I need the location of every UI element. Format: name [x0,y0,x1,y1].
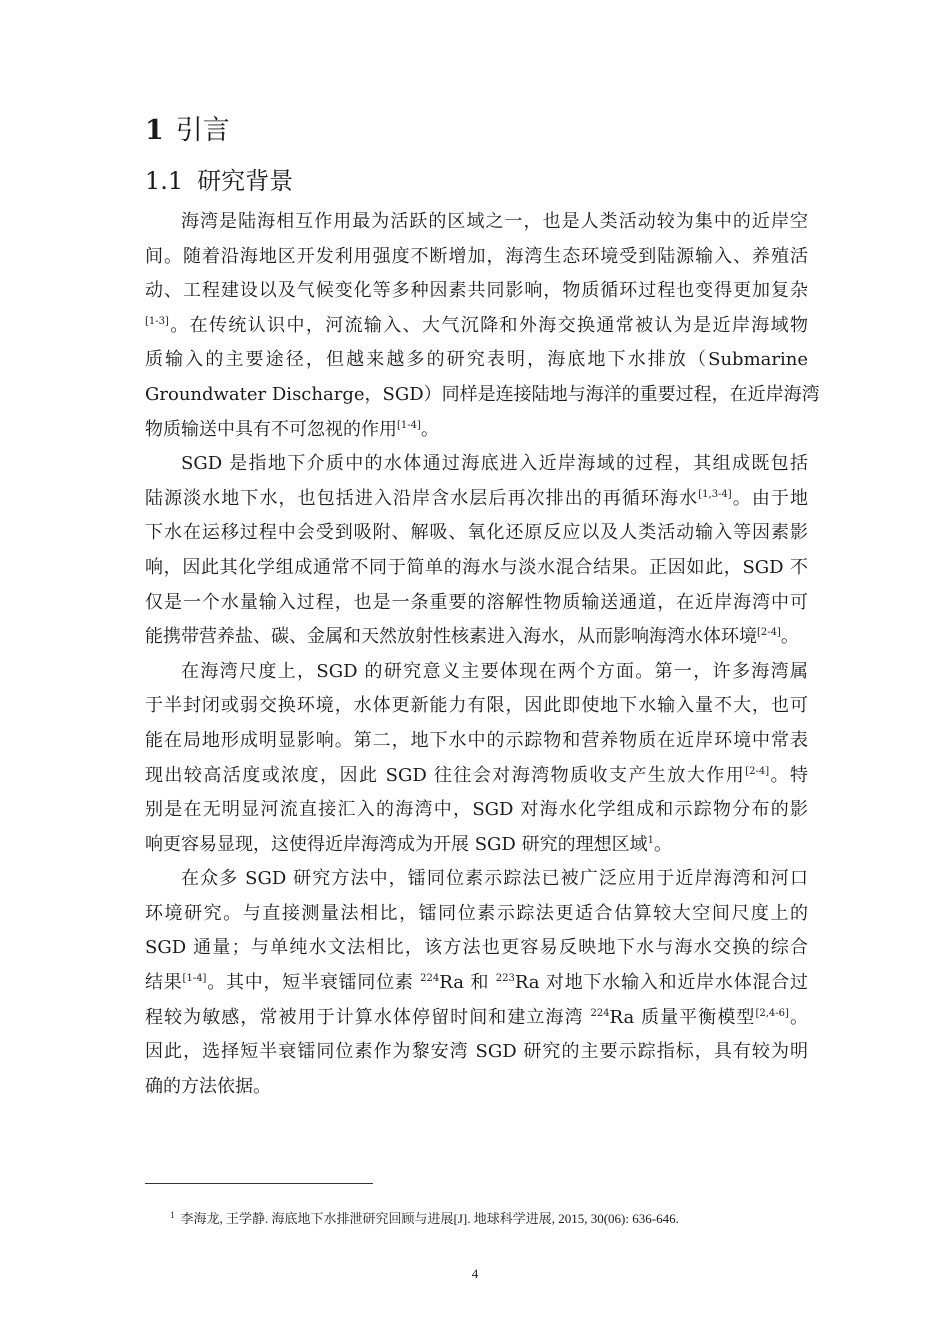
text-line [145,966,808,1001]
text-segment: 动、工程建设以及气候变化等多种因素共同影响，物质循环过程也变得更加复杂 [145,280,808,302]
text-segment: 下水在运移过程中会受到吸附、解吸、氧化还原反应以及人类活动输入等因素影 [145,522,808,544]
text-segment: 。在传统认识中，河流输入、大气沉降和外海交换通常被认为是近岸海域物 [168,314,808,336]
footnote-marker: 1 [170,1210,175,1220]
footnote-divider [145,1183,373,1184]
text-segment: 能携带营养盐、碳、金属和天然放射性核素进入海水，从而影响海湾水体环境 [145,626,757,648]
text-line [145,274,808,309]
citation-superscript: 1 [647,834,654,846]
text-segment: 。 [788,1006,808,1028]
text-segment: 。其中，短半衰镭同位素 [206,972,421,994]
body-text [145,205,820,1104]
text-segment: 于半封闭或弱交换环境，水体更新能力有限，因此即使地下水输入量不大，也可 [145,695,808,717]
text-line [145,689,808,724]
text-segment: 能在局地形成明显影响。第二，地下水中的示踪物和营养物质在近岸环境中常表 [145,729,808,751]
text-line [145,309,808,344]
text-line [145,724,808,759]
text-segment: 。 [780,626,799,648]
text-line [145,862,808,897]
text-line [145,1001,808,1036]
text-line [145,551,808,586]
text-line [145,1070,808,1105]
footnote-text: 李海龙, 王学静. 海底地下水排泄研究回顾与进展[J]. 地球科学进展, 2015, 30(06): 636-646. [180,1211,679,1226]
text-line [145,482,808,517]
text-segment: 确的方法依据。 [145,1075,271,1097]
text-line [145,931,808,966]
text-segment: 响更容易显现，这使得近岸海湾成为开展 SGD 研究的理想区域 [145,833,648,855]
text-line [145,828,808,863]
text-segment: 别是在无明显河流直接汇入的海湾中，SGD 对海水化学组成和示踪物分布的影 [145,799,808,821]
text-line [145,897,808,932]
text-segment: 现出较高活度或浓度，因此 SGD 往往会对海湾物质收支产生放大作用 [145,764,746,786]
text-segment: 。由于地 [731,487,809,509]
chapter-title: 引言 [175,115,230,146]
page-number: 4 [471,1266,479,1281]
citation-superscript: [1-4] [397,419,421,431]
citation-superscript: [1,3-4] [698,488,732,500]
text-line [145,586,808,621]
text-segment: Groundwater Discharge，SGD）同样是连接陆地与海洋的重要过程，在近岸海湾 [145,383,820,405]
citation-superscript: [2-4] [745,765,770,777]
section-heading [145,164,293,198]
text-segment: 间。随着沿海地区开发利用强度不断增加，海湾生态环境受到陆源输入、养殖活 [145,245,808,267]
text-segment: Ra 质量平衡模型 [609,1006,756,1028]
footnote [170,1210,810,1228]
text-line [145,793,808,828]
text-segment: 环境研究。与直接测量法相比，镭同位素示踪法更适合估算较大空间尺度上的 [145,902,808,924]
text-segment: 在海湾尺度上，SGD 的研究意义主要体现在两个方面。第一，许多海湾属 [181,660,808,682]
text-line [145,516,808,551]
text-segment: 仅是一个水量输入过程，也是一条重要的溶解性物质输送通道，在近岸海湾中可 [145,591,808,613]
citation-superscript: 223 [495,973,515,985]
text-line [145,655,808,690]
text-segment: 。 [653,833,672,855]
text-line [145,240,808,275]
chapter-number: 1 [145,115,164,146]
text-segment: 物质输送中具有不可忽视的作用 [145,418,397,440]
text-line [145,378,820,413]
text-segment: 因此，选择短半衰镭同位素作为黎安湾 SGD 研究的主要示踪指标，具有较为明 [145,1041,808,1063]
text-line [145,759,808,794]
text-segment: 在众多 SGD 研究方法中，镭同位素示踪法已被广泛应用于近岸海湾和河口 [181,868,808,890]
text-segment: 质输入的主要途径，但越来越多的研究表明，海底地下水排放（Submarine [145,349,808,371]
citation-superscript: 224 [590,1007,610,1019]
text-segment: 陆源淡水地下水，也包括进入沿岸含水层后再次排出的再循环海水 [145,487,699,509]
citation-superscript: [2-4] [757,627,781,639]
chapter-heading [145,113,230,149]
citation-superscript: [1-3] [145,315,169,327]
text-segment: Ra 对地下水输入和近岸水体混合过 [514,972,808,994]
text-segment: 海湾是陆海相互作用最为活跃的区域之一，也是人类活动较为集中的近岸空 [181,211,808,232]
text-segment: 结果 [145,972,183,994]
section-title: 研究背景 [197,167,294,195]
text-line [145,620,808,655]
section-number: 1.1 [145,167,184,195]
text-segment: 程较为敏感，常被用于计算水体停留时间和建立海湾 [145,1006,591,1028]
text-segment: SGD 通量；与单纯水文法相比，该方法也更容易反映地下水与海水交换的综合 [145,937,808,959]
citation-superscript: [2,4-6] [755,1007,789,1019]
text-line [145,447,808,482]
text-line [145,1035,808,1070]
citation-superscript: [1-4] [182,973,207,985]
text-segment: 。 [420,418,439,440]
citation-superscript: 224 [420,973,440,985]
text-segment: SGD 是指地下介质中的水体通过海底进入近岸海域的过程，其组成既包括 [181,453,808,475]
text-line [145,413,808,448]
text-segment: 。特 [769,764,808,786]
text-line [145,343,808,378]
text-segment: Ra 和 [439,972,496,994]
text-line [145,205,808,240]
text-segment: 响，因此其化学组成通常不同于简单的海水与淡水混合结果。正因如此，SGD 不 [145,556,808,578]
